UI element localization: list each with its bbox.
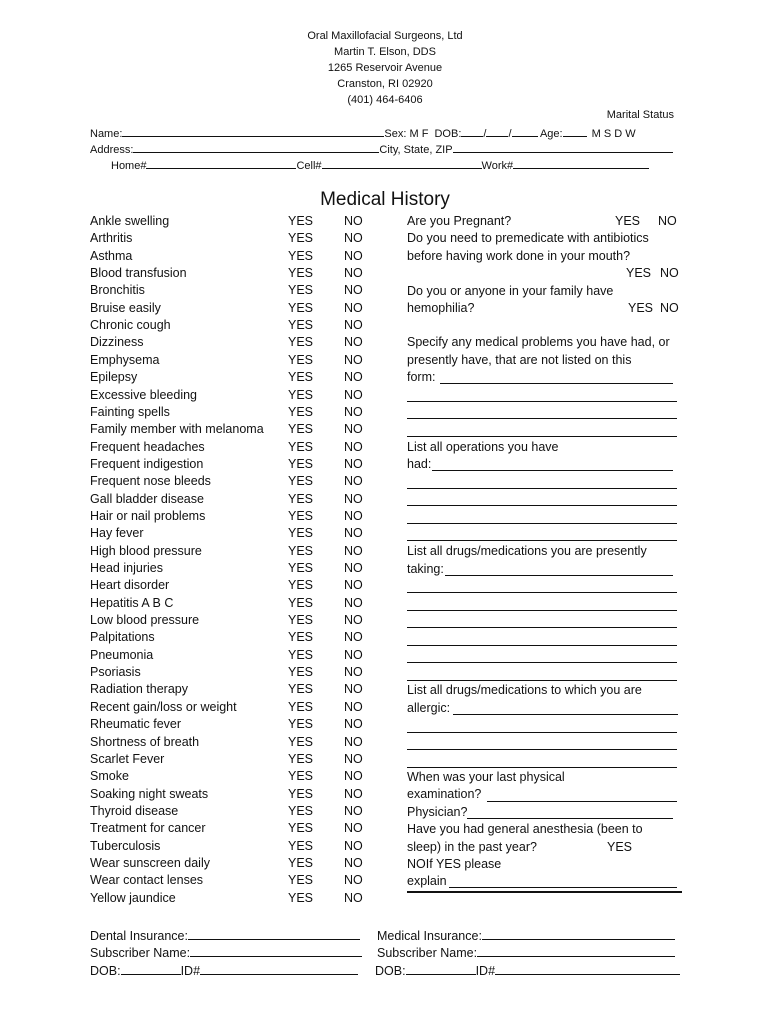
cell-phone-field[interactable]	[322, 156, 482, 169]
medical-problems-line[interactable]	[440, 383, 673, 384]
condition-no-option[interactable]: NO	[344, 283, 363, 298]
condition-yes-option[interactable]: YES	[288, 318, 314, 333]
condition-no-option[interactable]: NO	[344, 248, 363, 263]
condition-yes-option[interactable]: YES	[288, 838, 314, 853]
medical-subscriber-field[interactable]	[477, 944, 675, 957]
dental-insurance-row: Dental Insurance:	[90, 927, 360, 943]
condition-row	[90, 855, 370, 872]
condition-row	[90, 369, 370, 386]
condition-row	[90, 872, 370, 889]
condition-label: Bronchitis	[90, 283, 145, 298]
condition-label: Gall bladder disease	[90, 491, 204, 506]
condition-no-option[interactable]: NO	[344, 474, 363, 489]
condition-row	[90, 664, 370, 681]
condition-row	[90, 421, 370, 438]
condition-yes-option[interactable]: YES	[288, 491, 314, 506]
condition-yes-option[interactable]: YES	[288, 422, 314, 437]
condition-no-option[interactable]: NO	[344, 890, 363, 905]
allergic-drugs-line[interactable]	[407, 732, 677, 733]
condition-yes-option[interactable]: YES	[288, 647, 314, 662]
condition-yes-option[interactable]: YES	[288, 613, 314, 628]
condition-row	[90, 595, 370, 612]
age-field[interactable]	[563, 124, 587, 137]
doctor-name: Martin T. Elson, DDS	[334, 46, 436, 58]
condition-no-option[interactable]: NO	[344, 214, 363, 228]
home-phone-field[interactable]	[146, 156, 296, 169]
allergic-drugs-line[interactable]	[453, 714, 678, 715]
condition-no-option[interactable]: NO	[344, 231, 363, 246]
age-label: Age:	[539, 128, 563, 140]
hemophilia-yes[interactable]: YES	[628, 301, 654, 315]
condition-label: Psoriasis	[90, 665, 141, 680]
condition-label: Tuberculosis	[90, 838, 161, 853]
condition-label: Bruise easily	[90, 300, 161, 315]
condition-label: Frequent indigestion	[90, 456, 204, 471]
allergic-drugs-prompt-2: allergic:	[407, 701, 451, 715]
premedicate-question-line-1: Do you need to premedicate with antibiotics	[407, 231, 649, 245]
patient-info-row-1: Name: Sex: M F DOB: / / Age: M S D W	[90, 124, 636, 140]
condition-no-option[interactable]: NO	[344, 456, 363, 471]
condition-label: Smoke	[90, 769, 129, 784]
condition-label: Wear contact lenses	[90, 873, 204, 888]
condition-label: Blood transfusion	[90, 266, 187, 281]
practice-city: Cranston, RI 02920	[337, 78, 433, 90]
last-physical-prompt: When was your last physical	[407, 770, 565, 784]
operations-line[interactable]	[407, 523, 677, 524]
condition-row	[90, 612, 370, 629]
condition-label: Ankle swelling	[90, 214, 170, 228]
condition-label: Chronic cough	[90, 318, 171, 333]
allergic-drugs-line[interactable]	[407, 749, 677, 750]
medical-problems-prompt-1: Specify any medical problems you have had, or	[407, 335, 670, 349]
condition-row	[90, 716, 370, 733]
dob-month-field[interactable]	[461, 124, 483, 137]
condition-yes-option[interactable]: YES	[288, 595, 314, 610]
sex-label: Sex: M F	[384, 128, 429, 140]
pregnant-yes[interactable]: YES	[615, 214, 641, 228]
patient-info-row-3	[111, 156, 649, 172]
condition-no-option[interactable]: NO	[344, 786, 363, 801]
current-drugs-line[interactable]	[407, 645, 677, 646]
cell-phone-label: Cell#	[296, 160, 322, 172]
condition-no-option[interactable]: NO	[344, 855, 363, 870]
condition-label: Treatment for cancer	[90, 821, 206, 836]
condition-row	[90, 404, 370, 421]
condition-yes-option[interactable]: YES	[288, 630, 314, 645]
condition-label: High blood pressure	[90, 543, 202, 558]
condition-label: Hepatitis A B C	[90, 595, 174, 610]
anesthesia-question-line-1: Have you had general anesthesia (been to	[407, 822, 643, 836]
condition-yes-option[interactable]: YES	[288, 508, 314, 523]
condition-no-option[interactable]: NO	[344, 508, 363, 523]
condition-yes-option[interactable]: YES	[288, 717, 314, 732]
condition-label: Soaking night sweats	[90, 786, 209, 801]
hemophilia-question-line-2: hemophilia? YES NO	[407, 301, 679, 315]
medical-problems-line[interactable]	[407, 436, 677, 437]
condition-row	[90, 838, 370, 855]
physician-line[interactable]	[467, 818, 673, 819]
condition-no-option[interactable]: NO	[344, 803, 363, 818]
condition-no-option[interactable]: NO	[344, 387, 363, 402]
operations-line[interactable]	[407, 540, 677, 541]
condition-yes-option[interactable]: YES	[288, 526, 314, 541]
city-state-zip-label: City, State, ZIP	[379, 144, 453, 156]
condition-yes-option[interactable]: YES	[288, 578, 314, 593]
condition-no-option[interactable]: NO	[344, 526, 363, 541]
address-label: Address:	[90, 144, 134, 156]
condition-label: Emphysema	[90, 352, 160, 367]
condition-yes-option[interactable]: YES	[288, 404, 314, 419]
condition-label: Arthritis	[90, 231, 133, 246]
condition-no-option[interactable]: NO	[344, 821, 363, 836]
premedicate-no[interactable]: NO	[660, 266, 679, 280]
condition-yes-option[interactable]: YES	[288, 734, 314, 749]
condition-no-option[interactable]: NO	[344, 665, 363, 680]
dob-day-field[interactable]	[486, 124, 508, 137]
condition-label: Head injuries	[90, 561, 163, 575]
condition-no-option[interactable]: NO	[344, 266, 363, 281]
marital-status-label: Marital Status	[606, 109, 674, 121]
condition-row	[90, 508, 370, 525]
premedicate-yes[interactable]: YES	[626, 266, 652, 280]
condition-yes-option[interactable]: YES	[288, 561, 314, 575]
condition-label: Radiation therapy	[90, 682, 188, 697]
condition-yes-option[interactable]: YES	[288, 665, 314, 680]
dental-dob-field[interactable]	[121, 962, 181, 975]
medical-problems-prompt-3: form:	[407, 370, 436, 384]
condition-no-option[interactable]: NO	[344, 422, 363, 437]
condition-row	[90, 699, 370, 716]
condition-row	[90, 352, 370, 369]
current-drugs-line[interactable]	[407, 592, 677, 593]
condition-no-option[interactable]: NO	[344, 630, 363, 645]
condition-yes-option[interactable]: YES	[288, 231, 314, 246]
condition-row	[90, 248, 370, 265]
dob-label: DOB:	[434, 128, 462, 140]
condition-row	[90, 230, 370, 247]
home-phone-label: Home#	[111, 160, 147, 172]
condition-row	[90, 768, 370, 785]
condition-row	[90, 820, 370, 837]
condition-yes-option[interactable]: YES	[288, 456, 314, 471]
dental-insurance-field[interactable]	[188, 927, 360, 940]
condition-row	[90, 543, 370, 560]
operations-line[interactable]	[407, 488, 677, 489]
medical-insurance-field[interactable]	[482, 927, 675, 940]
anesthesia-question-line-3: NOIf YES please	[407, 857, 502, 871]
marital-options[interactable]: M S D W	[591, 128, 636, 140]
pregnant-question: Are you Pregnant? YES NO	[407, 214, 677, 228]
condition-label: Scarlet Fever	[90, 751, 165, 766]
condition-label: Low blood pressure	[90, 613, 200, 628]
dental-subscriber-field[interactable]	[190, 944, 362, 957]
operations-line[interactable]	[432, 470, 673, 471]
address-field[interactable]	[133, 140, 379, 153]
condition-yes-option[interactable]: YES	[288, 266, 314, 281]
condition-yes-option[interactable]: YES	[288, 769, 314, 784]
condition-yes-option[interactable]: YES	[288, 352, 314, 367]
condition-row	[90, 647, 370, 664]
condition-row	[90, 317, 370, 334]
condition-no-option[interactable]: NO	[344, 595, 363, 610]
condition-label: Thyroid disease	[90, 803, 179, 818]
anesthesia-explain: explain	[407, 874, 447, 888]
condition-yes-option[interactable]: YES	[288, 543, 314, 558]
condition-no-option[interactable]: NO	[344, 300, 363, 315]
condition-row	[90, 334, 370, 351]
condition-label: Epilepsy	[90, 370, 138, 385]
medical-insurance-row: Medical Insurance:	[377, 927, 675, 943]
dental-id-field[interactable]	[200, 962, 358, 975]
condition-label: Rheumatic fever	[90, 717, 182, 732]
condition-no-option[interactable]: NO	[344, 561, 363, 575]
condition-yes-option[interactable]: YES	[288, 248, 314, 263]
operations-prompt-2: had:	[407, 457, 432, 471]
condition-label: Shortness of breath	[90, 734, 200, 749]
allergic-drugs-line[interactable]	[407, 767, 677, 768]
condition-yes-option[interactable]: YES	[288, 890, 314, 905]
premedicate-question-line-2: before having work done in your mouth?	[407, 249, 631, 263]
page-title: Medical History	[320, 189, 450, 210]
condition-no-option[interactable]: NO	[344, 578, 363, 593]
condition-no-option[interactable]: NO	[344, 717, 363, 732]
condition-label: Wear sunscreen daily	[90, 855, 210, 870]
condition-label: Hay fever	[90, 526, 144, 541]
condition-label: Frequent nose bleeds	[90, 474, 211, 489]
current-drugs-line[interactable]	[445, 575, 673, 576]
condition-yes-option[interactable]: YES	[288, 873, 314, 888]
condition-row	[90, 525, 370, 542]
condition-no-option[interactable]: NO	[344, 318, 363, 333]
current-drugs-prompt-2: taking:	[407, 562, 444, 576]
condition-yes-option[interactable]: YES	[288, 803, 314, 818]
work-phone-field[interactable]	[513, 156, 649, 169]
examination-prompt: examination?	[407, 787, 482, 801]
condition-no-option[interactable]: NO	[344, 491, 363, 506]
condition-label: Fainting spells	[90, 404, 170, 419]
current-drugs-line[interactable]	[407, 627, 677, 628]
condition-row	[90, 560, 370, 577]
condition-no-option[interactable]: NO	[344, 613, 363, 628]
medical-problems-prompt-2: presently have, that are not listed on this	[407, 353, 632, 367]
condition-row	[90, 439, 370, 456]
condition-row	[90, 786, 370, 803]
hemophilia-no[interactable]: NO	[660, 301, 679, 315]
hemophilia-question-line-1: Do you or anyone in your family have	[407, 284, 614, 298]
condition-row	[90, 491, 370, 508]
condition-label: Family member with melanoma	[90, 422, 264, 437]
condition-row	[90, 890, 370, 907]
name-label: Name:	[90, 128, 123, 140]
allergic-drugs-prompt-1: List all drugs/medications to which you are	[407, 683, 642, 697]
medical-problems-line[interactable]	[407, 418, 677, 419]
condition-no-option[interactable]: NO	[344, 873, 363, 888]
condition-row	[90, 265, 370, 282]
work-phone-label: Work#	[481, 160, 514, 172]
condition-yes-option[interactable]: YES	[288, 335, 314, 350]
anesthesia-explain-line[interactable]	[407, 891, 682, 893]
condition-yes-option[interactable]: YES	[288, 214, 314, 228]
physician-prompt: Physician?	[407, 805, 468, 819]
medical-problems-line[interactable]	[407, 401, 677, 402]
medical-dob-id-row: DOB: ID#	[375, 962, 680, 978]
current-drugs-line[interactable]	[407, 680, 677, 681]
condition-no-option[interactable]: NO	[344, 370, 363, 385]
dental-dob-id-row: DOB: ID#	[90, 962, 358, 978]
condition-yes-option[interactable]: YES	[288, 300, 314, 315]
condition-no-option[interactable]: NO	[344, 335, 363, 350]
condition-row	[90, 387, 370, 404]
condition-yes-option[interactable]: YES	[288, 855, 314, 870]
anesthesia-yes[interactable]: YES	[607, 840, 633, 854]
condition-no-option[interactable]: NO	[344, 734, 363, 749]
condition-yes-option[interactable]: YES	[288, 751, 314, 766]
condition-row	[90, 282, 370, 299]
examination-date-line[interactable]	[487, 801, 677, 802]
practice-phone: (401) 464-6406	[347, 94, 423, 106]
current-drugs-line[interactable]	[407, 662, 677, 663]
condition-yes-option[interactable]: YES	[288, 474, 314, 489]
condition-no-option[interactable]: NO	[344, 543, 363, 558]
condition-row	[90, 300, 370, 317]
medical-id-field[interactable]	[495, 962, 680, 975]
condition-no-option[interactable]: NO	[344, 699, 363, 714]
practice-name: Oral Maxillofacial Surgeons, Ltd	[307, 30, 463, 42]
condition-yes-option[interactable]: YES	[288, 370, 314, 385]
patient-info-row-2	[90, 140, 673, 156]
condition-no-option[interactable]: NO	[344, 647, 363, 662]
condition-yes-option[interactable]: YES	[288, 387, 314, 402]
condition-row	[90, 213, 370, 230]
condition-label: Excessive bleeding	[90, 387, 198, 402]
condition-row	[90, 473, 370, 490]
medical-subscriber-row: Subscriber Name:	[377, 944, 675, 960]
condition-row	[90, 577, 370, 594]
condition-yes-option[interactable]: YES	[288, 786, 314, 801]
condition-label: Frequent headaches	[90, 439, 205, 454]
practice-street: 1265 Reservoir Avenue	[327, 62, 443, 74]
dob-year-field[interactable]	[512, 124, 538, 137]
anesthesia-explain-line[interactable]	[449, 887, 677, 888]
pregnant-no[interactable]: NO	[658, 214, 677, 228]
condition-row	[90, 734, 370, 751]
name-field[interactable]	[122, 124, 384, 137]
condition-row	[90, 681, 370, 698]
condition-no-option[interactable]: NO	[344, 439, 363, 454]
condition-label: Hair or nail problems	[90, 508, 206, 523]
condition-no-option[interactable]: NO	[344, 404, 363, 419]
condition-label: Asthma	[90, 248, 133, 263]
condition-no-option[interactable]: NO	[344, 751, 363, 766]
condition-label: Palpitations	[90, 630, 155, 645]
condition-label: Dizziness	[90, 335, 144, 350]
condition-row	[90, 803, 370, 820]
medical-dob-field[interactable]	[406, 962, 476, 975]
condition-no-option[interactable]: NO	[344, 769, 363, 784]
city-state-zip-field[interactable]	[453, 140, 673, 153]
current-drugs-line[interactable]	[407, 610, 677, 611]
operations-prompt-1: List all operations you have	[407, 440, 559, 454]
condition-yes-option[interactable]: YES	[288, 283, 314, 298]
condition-label: Yellow jaundice	[90, 890, 176, 905]
condition-yes-option[interactable]: YES	[288, 439, 314, 454]
condition-row	[90, 456, 370, 473]
condition-label: Pneumonia	[90, 647, 154, 662]
condition-no-option[interactable]: NO	[344, 352, 363, 367]
condition-label: Recent gain/loss or weight	[90, 699, 237, 714]
condition-yes-option[interactable]: YES	[288, 682, 314, 697]
condition-row	[90, 751, 370, 768]
dental-subscriber-row: Subscriber Name:	[90, 944, 362, 960]
current-drugs-prompt-1: List all drugs/medications you are presently	[407, 544, 647, 558]
anesthesia-question-line-2: sleep) in the past year? YES	[407, 840, 633, 854]
condition-yes-option[interactable]: YES	[288, 821, 314, 836]
condition-yes-option[interactable]: YES	[288, 699, 314, 714]
condition-label: Heart disorder	[90, 578, 170, 593]
condition-no-option[interactable]: NO	[344, 838, 363, 853]
operations-line[interactable]	[407, 505, 677, 506]
condition-row	[90, 629, 370, 646]
condition-no-option[interactable]: NO	[344, 682, 363, 697]
